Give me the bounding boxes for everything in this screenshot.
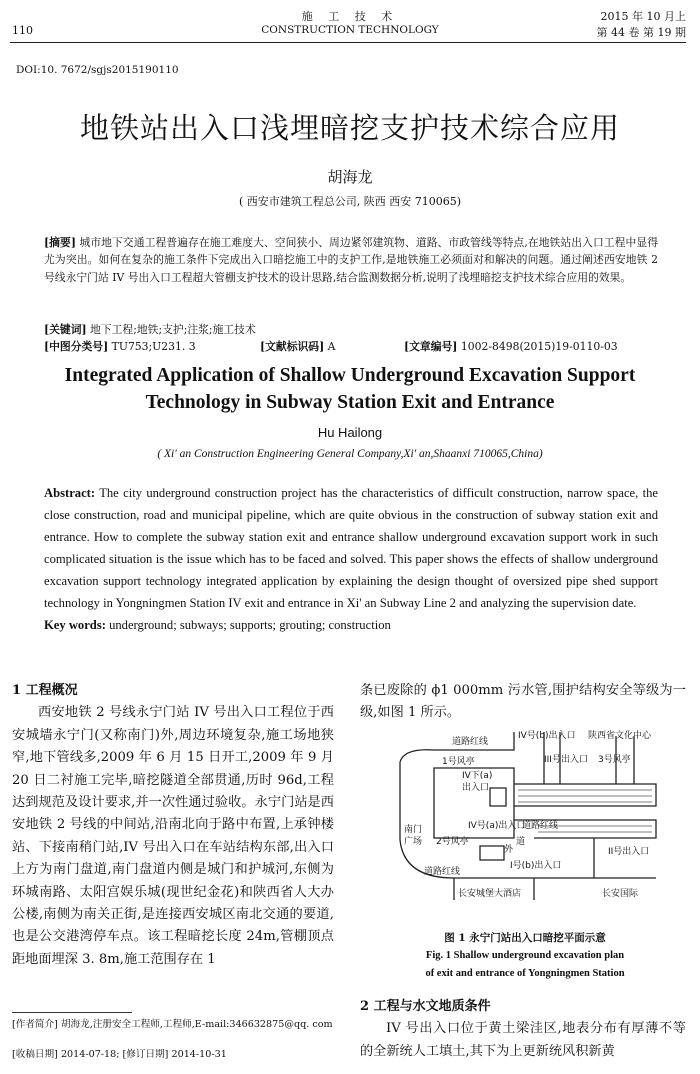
keywords-cn-label: [关键词] bbox=[44, 323, 87, 336]
label-culture-center: 陕西省文化中心 bbox=[588, 731, 652, 741]
revised-label: [修订日期] bbox=[122, 1049, 169, 1060]
label-hotel: 长安城堡大酒店 bbox=[458, 889, 522, 899]
abstract-en-text: The city underground construction project has the characteristics of difficult construction, narrow space, the close construction, road and municipal pipeline, which are quite obvious in the construction of subway station exit and entrance. How to complete the subway station exit and entrance shallow underground excavation support work in such complicated situation is the issue which has to be faced and solved. This paper shows the effects of shallow underground excavation support technology integrated application by explaining the design thought of oversized pipe shed support technology in Yongningmen Station IV exit and entrance in Xi' an Subway Line 2 and analyzing the supervision date. bbox=[44, 486, 659, 610]
section1-text: 西安地铁 2 号线永宁门站 IV 号出入口工程位于西安城墙永宁门(又称南门)外,周边环境复杂,施工场地狭窄,地下管线多,2009 年 6 月 15 日开工,2009 年 9 月 20 日二衬施工完毕,暗挖隧道全部贯通,历时 96d,工程达到规范及设计要求,并一次性通过验收。永宁门站是西安地铁 2 号线的中间站,沿南北向于路中布置,上承钟楼站、下接南稍门站,IV 号出入口在车站结构东部,出入口上方为南门盘道,南门盘道内侧是城门和护城河,东侧为环城南路、太阳宫娱乐城(现世纪金花)和陕西省人大办公楼,南侧为南关正街,是连接西安城区南北交通的要道,也是公交港湾停车点。该工程暗挖长度 24m,管棚顶点距地面埋深 3. 8m,施工范围存在 1 bbox=[12, 705, 334, 967]
section2 bbox=[360, 996, 686, 1063]
label-exit-i-b: I号(b)出入口 bbox=[510, 861, 562, 871]
tunnel-hatch-upper bbox=[518, 790, 652, 802]
right-col-text: 条已废除的 ϕ1 000mm 污水管,围护结构安全等级为一级,如图 1 所示。 bbox=[360, 683, 686, 721]
abstract-en bbox=[44, 482, 658, 636]
keywords-en-text: underground; subways; supports; grouting; construction bbox=[109, 618, 391, 632]
section2-text: IV 号出入口位于黄土梁洼区,地表分布有厚薄不等的全新统人工填土,其下为上更新统风积新黄 bbox=[360, 1021, 686, 1059]
exit-tunnel-upper bbox=[514, 784, 656, 806]
label-road-south: 道路红线 bbox=[424, 867, 461, 877]
figure-caption-cn: 图 1 永宁门站出入口暗挖平面示意 bbox=[444, 932, 606, 944]
doi: DOI:10. 7672/sgjs2015190110 bbox=[16, 64, 179, 76]
page-number: 110 bbox=[12, 24, 33, 37]
affiliation-cn: ( 西安市建筑工程总公司, 陕西 西安 710065) bbox=[238, 195, 462, 208]
section1-heading: 1 工程概况 bbox=[12, 683, 78, 698]
section1 bbox=[12, 680, 334, 971]
footnote-author-label: [作者简介] bbox=[12, 1019, 58, 1030]
issue-date: 2015 年 10 月上 bbox=[600, 10, 686, 23]
article-no-label: [文章编号] bbox=[404, 340, 458, 353]
received-date: 2014-07-18; bbox=[60, 1049, 120, 1060]
footnote-author-info: 胡海龙,注册安全工程师,工程师,E-mail:346632875@qq. com bbox=[60, 1019, 333, 1030]
label-exit-iii: III号出入口 bbox=[544, 755, 588, 765]
received-label: [收稿日期] bbox=[12, 1049, 58, 1060]
title-cn: 地铁站出入口浅埋暗挖支护技术综合应用 bbox=[79, 111, 620, 145]
label-outer: 外 bbox=[504, 845, 514, 855]
label-square: 广场 bbox=[404, 837, 423, 847]
label-exit-ii: II号出入口 bbox=[608, 847, 650, 857]
label-exit-iv-b: IV号(b)出入口 bbox=[518, 731, 576, 741]
doc-code-value: A bbox=[327, 340, 336, 353]
footnote-author bbox=[12, 1018, 342, 1032]
label-south-gate: 南门 bbox=[404, 825, 423, 835]
figure-caption-en-1: Fig. 1 Shallow underground excavation plan bbox=[425, 950, 625, 961]
label-changan-intl: 长安国际 bbox=[602, 889, 639, 899]
doc-code-label: [文献标识码] bbox=[260, 340, 325, 353]
label-road: 道 bbox=[516, 837, 526, 847]
section2-heading: 2 工程与水文地质条件 bbox=[360, 999, 491, 1014]
abstract-en-label: Abstract: bbox=[44, 486, 96, 500]
abstract-cn-text: 城市地下交通工程普遍存在施工难度大、空间狭小、周边紧邻建筑物、道路、市政管线等特点,在地铁站出入口工程中显得尤为突出。如何在复杂的施工条件下完成出入口暗挖施工中的支护工作,是地铁施工必须面对和解决的问题。通过阐述西安地铁 2 号线永宁门站 IV 号出入口工程超大管棚支护技术的设计思路,结合监测数据分析,说明了浅埋暗挖支护技术综合应用的效果。 bbox=[44, 236, 659, 284]
label-kiosk-3: 3号风亭 bbox=[598, 755, 631, 765]
label-iv-a: IV下(a) bbox=[462, 771, 493, 781]
keywords-cn-text: 地下工程;地铁;支护;注浆;施工技术 bbox=[90, 323, 256, 336]
journal-name-cn: 施 工 技 术 bbox=[301, 10, 399, 23]
clc-label: [中图分类号] bbox=[44, 340, 109, 353]
affiliation-en: ( Xi' an Construction Engineering General Company,Xi' an,Shaanxi 710065,China) bbox=[157, 448, 543, 460]
label-road-mid: 道路红线 bbox=[522, 821, 559, 831]
label-road-north: 道路红线 bbox=[452, 737, 489, 747]
keywords-en-label: Key words: bbox=[44, 618, 106, 632]
title-en-line2: Technology in Subway Station Exit and Entrance bbox=[145, 392, 555, 413]
figure-caption-en-2: of exit and entrance of Yongningmen Station bbox=[425, 968, 625, 979]
label-kiosk-2: 2号风亭 bbox=[436, 837, 469, 847]
keywords-cn bbox=[44, 321, 658, 338]
footnote-dates bbox=[12, 1048, 342, 1062]
header-rule bbox=[10, 42, 686, 43]
journal-name-en: CONSTRUCTION TECHNOLOGY bbox=[261, 24, 439, 36]
label-kiosk-1: 1号风亭 bbox=[442, 757, 475, 767]
author-en: Hu Hailong bbox=[317, 425, 383, 440]
abstract-cn-label: [摘要] bbox=[44, 236, 76, 249]
abstract-cn bbox=[44, 234, 658, 286]
revised-date: 2014-10-31 bbox=[171, 1049, 227, 1060]
clc-value: TU753;U231. 3 bbox=[111, 340, 196, 353]
iv-a-box bbox=[490, 788, 506, 806]
label-entrance-small: 出入口 bbox=[462, 783, 490, 793]
label-iv-a-exit: IV号(a)出入口 bbox=[468, 821, 526, 831]
footnote-rule bbox=[12, 1012, 132, 1013]
author-cn: 胡海龙 bbox=[327, 168, 373, 186]
figure-plan bbox=[394, 728, 666, 916]
exit-ii-block bbox=[594, 838, 656, 878]
volume-issue: 第 44 卷 第 19 期 bbox=[596, 26, 686, 39]
article-no-value: 1002-8498(2015)19-0110-03 bbox=[460, 340, 618, 353]
kiosk-2-box bbox=[480, 846, 504, 860]
title-en-line1: Integrated Application of Shallow Underground Excavation Support bbox=[64, 365, 636, 386]
